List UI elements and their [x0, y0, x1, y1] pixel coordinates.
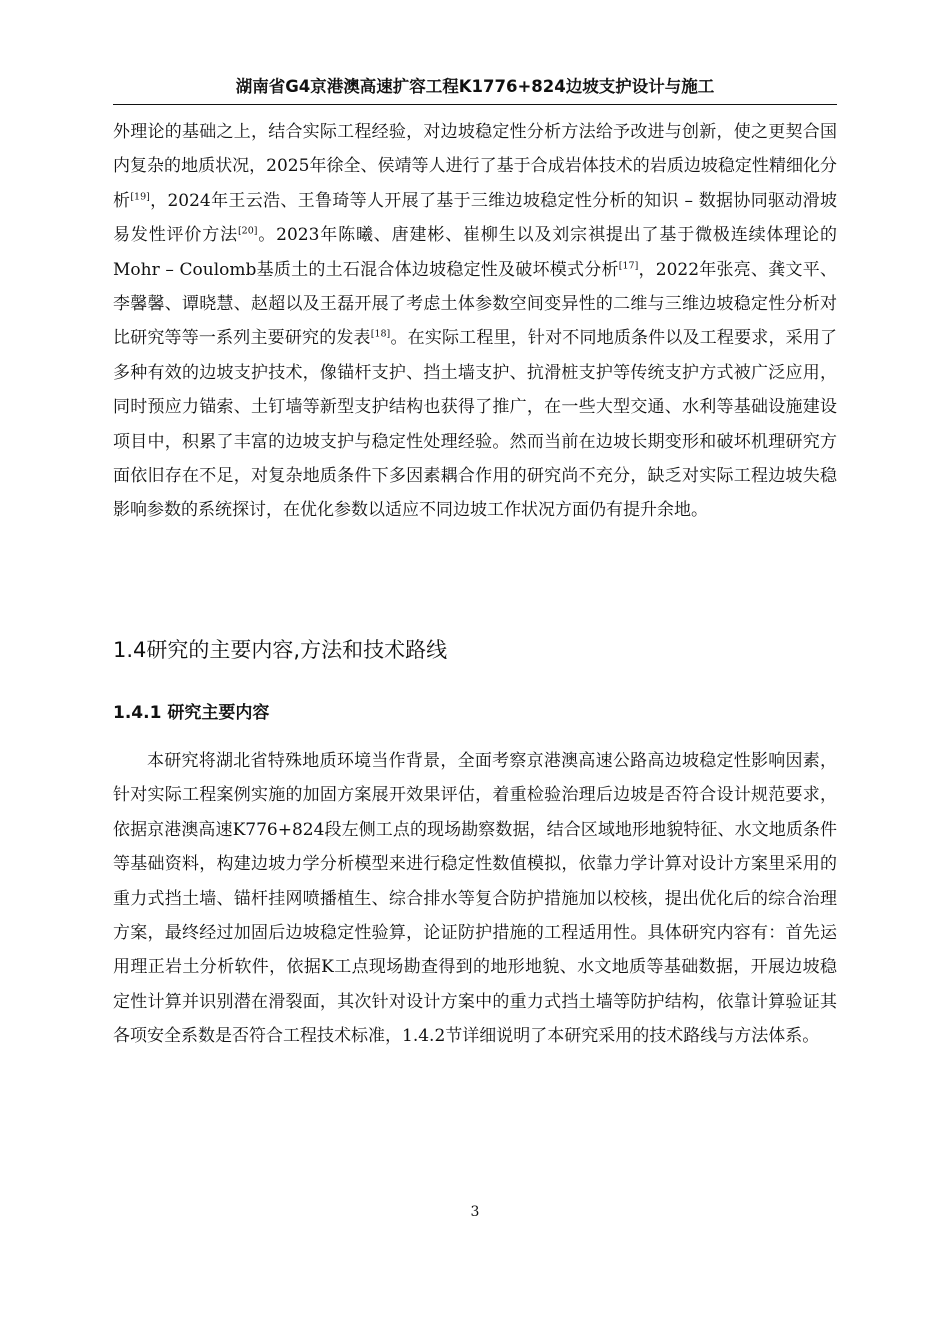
- body-paragraph-2: 本研究将湖北省特殊地质环境当作背景，全面考察京港澳高速公路高边坡稳定性影响因素，针对实际工程案例实施的加固方案展开效果评估，着重检验治理后边坡是否符合设计规范要求，依据京港澳高速K776+824段左侧工点的现场勘察数据，结合区域地形地貌特征、水文地质条件等基础资料，构建边坡力学分析模型来进行稳定性数值模拟，依靠力学计算对设计方案里采用的重力式挡土墙、锚杆挂网喷播植生、综合排水等复合防护措施加以校核，提出优化后的综合治理方案，最终经过加固后边坡稳定性验算，论证防护措施的工程适用性。具体研究内容有：首先运用理正岩土分析软件，依据K工点现场勘查得到的地形地貌、水文地质等基础数据，开展边坡稳定性计算并识别潜在滑裂面，其次针对设计方案中的重力式挡土墙等防护结构，依靠计算验证其各项安全系数是否符合工程技术标准，1.4.2节详细说明了本研究采用的技术路线与方法体系。: [113, 751, 837, 1047]
- subsection-heading: 1.4.1 研究主要内容: [113, 703, 270, 723]
- section-heading: 1.4研究的主要内容,方法和技术路线: [113, 638, 448, 662]
- citation-18[interactable]: [18]: [370, 328, 391, 340]
- paragraph-text: ，2024年王云浩、王鲁琦等人开展了基于三维边坡稳定性分析的知识 – 数据协同驱动滑坡易发性评价方法: [113, 190, 837, 246]
- citation-17[interactable]: [17]: [618, 259, 639, 271]
- running-header: 湖南省G4京港澳高速扩容工程K1776+824边坡支护设计与施工: [235, 77, 715, 96]
- citation-19[interactable]: [19]: [130, 191, 150, 203]
- paragraph-text: ，2022年张亮、龚文平、李馨馨、谭晓慧、赵超以及王磊开展了考虑土体参数空间变异性的二维与三维边坡稳定性分析对比研究等等一系列主要研究的发表: [113, 259, 838, 349]
- page-number: 3: [470, 1204, 480, 1220]
- header-rule: [113, 104, 837, 105]
- paragraph-text: 。2023年陈曦、唐建彬、崔柳生以及刘宗祺提出了基于微极连续体理论的Mohr – Coulomb基质土的土石混合体边坡稳定性及破坏模式分析: [113, 225, 837, 280]
- body-paragraph-1: [113, 115, 837, 528]
- paragraph-text: 外理论的基础之上，结合实际工程经验，对边坡稳定性分析方法给予改进与创新，使之更契合国内复杂的地质状况，2025年徐全、侯靖等人进行了基于合成岩体技术的岩质边坡稳定性精细化分析: [113, 122, 837, 211]
- citation-20[interactable]: [20]: [237, 225, 258, 237]
- paragraph-text: 。在实际工程里，针对不同地质条件以及工程要求，采用了多种有效的边坡支护技术，像锚杆支护、挡土墙支护、抗滑桩支护等传统支护方式被广泛应用，同时预应力锚索、土钉墙等新型支护结构也获得了推广，在一些大型交通、水利等基础设施建设项目中，积累了丰富的边坡支护与稳定性处理经验。然而当前在边坡长期变形和破坏机理研究方面依旧存在不足，对复杂地质条件下多因素耦合作用的研究尚不充分，缺乏对实际工程边坡失稳影响参数的系统探讨，在优化参数以适应不同边坡工作状况方面仍有提升余地。: [113, 328, 838, 521]
